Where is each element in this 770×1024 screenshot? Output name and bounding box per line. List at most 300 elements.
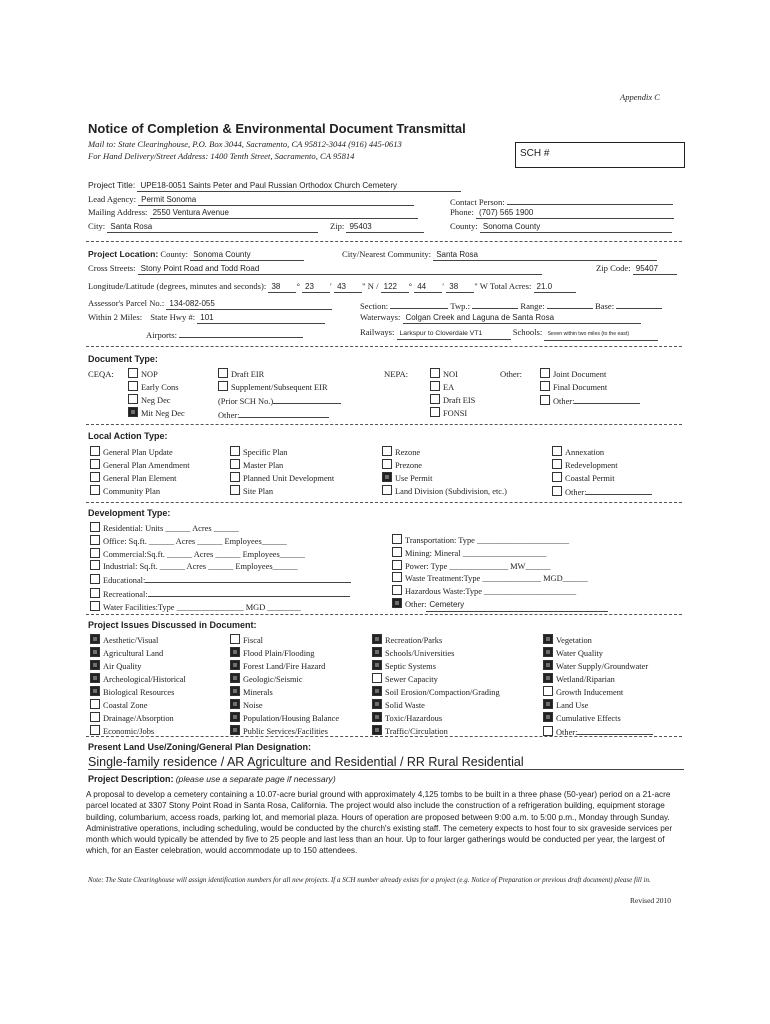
issue-option[interactable] bbox=[372, 673, 500, 686]
contact-label: Contact Person: bbox=[450, 197, 505, 207]
city-field[interactable]: Santa Rosa bbox=[107, 221, 318, 233]
phone-row bbox=[450, 207, 674, 219]
option-label: Aesthetic/Visual bbox=[103, 636, 159, 645]
mailing-label: Mailing Address: bbox=[88, 207, 148, 217]
base-field[interactable] bbox=[616, 298, 662, 309]
checkbox[interactable] bbox=[230, 712, 240, 722]
checkbox[interactable] bbox=[218, 368, 228, 378]
checkbox[interactable] bbox=[382, 472, 392, 482]
range-field[interactable] bbox=[547, 298, 593, 309]
local-action-heading: Local Action Type: bbox=[88, 431, 168, 441]
local-action-option[interactable] bbox=[90, 459, 190, 472]
option-label: General Plan Amendment bbox=[103, 461, 190, 470]
option-label: Coastal Zone bbox=[103, 701, 148, 710]
checkbox[interactable] bbox=[430, 407, 440, 417]
location-zip-field[interactable]: 95407 bbox=[633, 263, 677, 275]
lead-agency-row bbox=[88, 194, 414, 206]
lon-minutes[interactable]: 44 bbox=[414, 281, 442, 293]
issue-option[interactable] bbox=[543, 686, 653, 699]
nepa-option[interactable] bbox=[430, 381, 475, 394]
community-row bbox=[342, 249, 657, 261]
checkbox[interactable] bbox=[382, 459, 392, 469]
checkbox[interactable] bbox=[372, 673, 382, 683]
development-option[interactable] bbox=[90, 535, 351, 548]
location-zip-row bbox=[596, 263, 677, 275]
checkbox[interactable] bbox=[230, 647, 240, 657]
checkbox[interactable] bbox=[90, 485, 100, 495]
prior-sch-row bbox=[218, 394, 341, 408]
lon-seconds[interactable]: 38 bbox=[446, 281, 474, 293]
project-title-field[interactable]: UPE18-0051 Saints Peter and Paul Russian Orthodox Church Cemetery bbox=[137, 180, 461, 192]
lat-seconds[interactable]: 43 bbox=[334, 281, 362, 293]
option-label: Draft EIS bbox=[443, 396, 476, 405]
ceqa-other-label: Other: bbox=[218, 411, 240, 420]
checkbox[interactable] bbox=[372, 699, 382, 709]
ceqa-other-field[interactable] bbox=[239, 408, 329, 418]
section-label: Section: bbox=[360, 301, 389, 311]
mailing-field[interactable]: 2550 Ventura Avenue bbox=[150, 207, 418, 219]
option-label: Recreational: bbox=[103, 589, 148, 599]
local-action-option[interactable] bbox=[552, 485, 652, 499]
checkbox[interactable] bbox=[90, 712, 100, 722]
checkbox[interactable] bbox=[128, 407, 138, 417]
issue-option[interactable] bbox=[90, 686, 186, 699]
checkbox[interactable] bbox=[90, 588, 100, 598]
issue-option[interactable] bbox=[90, 647, 186, 660]
checkbox[interactable] bbox=[90, 574, 100, 584]
land-use-heading: Present Land Use/Zoning/General Plan Designation: bbox=[88, 742, 312, 752]
county-label: County: bbox=[450, 221, 478, 231]
checkbox[interactable] bbox=[430, 381, 440, 391]
option-label: Commercial:Sq.ft. ______ Acres ______ Employees______ bbox=[103, 549, 305, 559]
description-label: Project Description: bbox=[88, 774, 174, 784]
option-label: Biological Resources bbox=[103, 688, 175, 697]
option-label: Mining: Mineral ____________________ bbox=[405, 548, 547, 558]
checkbox[interactable] bbox=[543, 726, 553, 736]
other-doc-option[interactable] bbox=[540, 368, 640, 381]
checkbox[interactable] bbox=[230, 446, 240, 456]
location-county-field[interactable]: Sonoma County bbox=[190, 249, 304, 261]
option-label: Schools/Universities bbox=[385, 649, 455, 658]
prior-sch-label: (Prior SCH No.) bbox=[218, 397, 274, 406]
checkbox[interactable] bbox=[90, 634, 100, 644]
checkbox[interactable] bbox=[90, 522, 100, 532]
option-label: Residential: Units ______ Acres ______ bbox=[103, 524, 239, 533]
option-label: Coastal Permit bbox=[565, 474, 615, 483]
lon-degrees[interactable]: 122 bbox=[381, 281, 409, 293]
checkbox[interactable] bbox=[372, 686, 382, 696]
latlong-row: Longitude/Latitude (degrees, minutes and seconds): 38 ° 23 ′ 43 " N / 122 ° 44 ′ 38 " W Total Acres: 21.0 bbox=[88, 281, 576, 293]
development-option[interactable] bbox=[90, 560, 351, 573]
development-other-field[interactable]: Cemetery bbox=[426, 599, 608, 612]
option-label: Septic Systems bbox=[385, 662, 436, 671]
development-option[interactable] bbox=[90, 587, 351, 601]
option-label: General Plan Update bbox=[103, 448, 173, 457]
city-label: City: bbox=[88, 221, 106, 231]
checkbox[interactable] bbox=[543, 647, 553, 657]
checkbox[interactable] bbox=[230, 634, 240, 644]
checkbox[interactable] bbox=[90, 560, 100, 570]
checkbox[interactable] bbox=[128, 394, 138, 404]
ceqa-option[interactable] bbox=[128, 407, 185, 420]
development-heading: Development Type: bbox=[88, 508, 171, 518]
option-label: Rezone bbox=[395, 448, 421, 457]
development-option[interactable] bbox=[90, 522, 351, 535]
cross-streets-field[interactable]: Stony Point Road and Todd Road bbox=[138, 263, 542, 275]
checkbox[interactable] bbox=[128, 381, 138, 391]
checkbox[interactable] bbox=[372, 647, 382, 657]
checkbox[interactable] bbox=[552, 472, 562, 482]
option-label: Sewer Capacity bbox=[385, 675, 438, 684]
other-doc-option[interactable] bbox=[540, 381, 640, 394]
option-label: Flood Plain/Flooding bbox=[243, 649, 315, 658]
schools-field[interactable]: Seven within two miles (to the east) bbox=[544, 329, 658, 341]
issue-option[interactable] bbox=[90, 634, 186, 647]
checkbox[interactable] bbox=[372, 634, 382, 644]
issue-option[interactable] bbox=[543, 712, 653, 725]
local-action-col1 bbox=[90, 446, 190, 498]
divider bbox=[86, 736, 682, 737]
range-label: Range: bbox=[520, 301, 545, 311]
option-label: Joint Document bbox=[553, 370, 607, 379]
apn-field[interactable]: 134-082-055 bbox=[166, 298, 332, 310]
checkbox[interactable] bbox=[90, 472, 100, 482]
checkbox[interactable] bbox=[90, 686, 100, 696]
lat-degrees[interactable]: 38 bbox=[268, 281, 296, 293]
hwy-field[interactable]: 101 bbox=[197, 312, 325, 324]
option-label: Noise bbox=[243, 701, 263, 710]
option-label: Hazardous Waste:Type ______________________ bbox=[405, 587, 577, 597]
local-action-other-field[interactable] bbox=[586, 485, 652, 495]
ceqa-option[interactable] bbox=[218, 368, 341, 381]
checkbox[interactable] bbox=[392, 598, 402, 608]
location-county-label: County: bbox=[160, 249, 189, 259]
issue-option[interactable] bbox=[372, 634, 500, 647]
zip-row bbox=[330, 221, 424, 233]
development-option[interactable] bbox=[90, 548, 351, 561]
lead-agency-field[interactable]: Permit Sonoma bbox=[138, 194, 414, 206]
footer-note: Note: The State Clearinghouse will assign identification numbers for all new projects. If a SCH number already exists for a project (e.g. Notice of Preparation or previous draft document) please fill in. bbox=[88, 876, 651, 884]
checkbox[interactable] bbox=[230, 485, 240, 495]
other-doc-field[interactable] bbox=[574, 394, 640, 404]
development-option[interactable] bbox=[392, 572, 608, 585]
issue-option[interactable] bbox=[543, 634, 653, 647]
airports-label: Airports: bbox=[146, 330, 178, 340]
divider bbox=[86, 346, 682, 347]
option-label: Fiscal bbox=[243, 636, 264, 645]
ceqa-option[interactable] bbox=[128, 394, 185, 407]
twp-field[interactable] bbox=[472, 298, 518, 309]
development-option[interactable] bbox=[392, 560, 608, 573]
option-label: FONSI bbox=[443, 409, 468, 418]
phone-field[interactable]: (707) 565 1900 bbox=[476, 207, 674, 219]
option-label: Agricultural Land bbox=[103, 649, 164, 658]
option-label: Wetland/Riparian bbox=[556, 675, 615, 684]
development-left-column bbox=[90, 522, 351, 614]
nepa-option[interactable] bbox=[430, 368, 475, 381]
checkbox[interactable] bbox=[540, 395, 550, 405]
project-title-label: Project Title: bbox=[88, 180, 136, 190]
option-label: Cumulative Effects bbox=[556, 714, 621, 723]
sch-label: SCH # bbox=[520, 148, 550, 159]
section-field[interactable] bbox=[390, 298, 448, 309]
issue-option[interactable] bbox=[230, 712, 339, 725]
option-label: Water Facilities:Type ________________ MGD ________ bbox=[103, 602, 301, 612]
ceqa-option[interactable] bbox=[128, 381, 185, 394]
checkbox[interactable] bbox=[430, 368, 440, 378]
issues-other-field[interactable] bbox=[577, 725, 653, 735]
checkbox[interactable] bbox=[372, 712, 382, 722]
total-acres-field[interactable]: 21.0 bbox=[534, 281, 576, 293]
checkbox[interactable] bbox=[392, 585, 402, 595]
option-label: Soil Erosion/Compaction/Grading bbox=[385, 688, 500, 697]
divider bbox=[86, 502, 682, 503]
other-doc-label: Other: bbox=[500, 369, 522, 379]
local-action-option[interactable] bbox=[90, 472, 190, 485]
checkbox[interactable] bbox=[230, 686, 240, 696]
issue-option[interactable] bbox=[372, 712, 500, 725]
city-row bbox=[88, 221, 318, 233]
waterways-field[interactable]: Colgan Creek and Laguna de Santa Rosa bbox=[403, 312, 641, 324]
issues-col2 bbox=[230, 634, 339, 738]
issue-option[interactable] bbox=[543, 699, 653, 712]
local-action-option[interactable] bbox=[552, 472, 652, 485]
prior-sch-field[interactable] bbox=[273, 394, 341, 404]
local-action-option[interactable] bbox=[382, 446, 507, 459]
latlong-label: Longitude/Latitude (degrees, minutes and seconds): bbox=[88, 281, 267, 291]
checkbox[interactable] bbox=[90, 446, 100, 456]
issues-col3 bbox=[372, 634, 500, 738]
checkbox[interactable] bbox=[540, 368, 550, 378]
checkbox[interactable] bbox=[540, 381, 550, 391]
zip-label: Zip: bbox=[330, 221, 345, 231]
divider bbox=[86, 424, 682, 425]
local-action-option[interactable] bbox=[90, 485, 190, 498]
cross-streets-row bbox=[88, 263, 542, 275]
checkbox[interactable] bbox=[543, 712, 553, 722]
option-label: Office: Sq.ft. ______ Acres ______ Employees______ bbox=[103, 536, 287, 546]
other-doc-column bbox=[540, 368, 640, 408]
within-row bbox=[88, 312, 325, 324]
issue-option[interactable] bbox=[543, 660, 653, 673]
checkbox[interactable] bbox=[392, 560, 402, 570]
mail-to-line: Mail to: State Clearinghouse, P.O. Box 3044, Sacramento, CA 95812-3044 (916) 445-0613 bbox=[88, 139, 402, 149]
issue-option[interactable] bbox=[230, 634, 339, 647]
sch-number-box[interactable] bbox=[515, 142, 685, 168]
description-heading-row bbox=[88, 774, 336, 785]
option-label: NOI bbox=[443, 370, 458, 379]
ceqa-label: CEQA: bbox=[88, 369, 114, 379]
lead-agency-label: Lead Agency: bbox=[88, 194, 136, 204]
option-label: Mit Neg Dec bbox=[141, 409, 185, 418]
issue-option[interactable] bbox=[230, 647, 339, 660]
recreational-field[interactable] bbox=[148, 587, 350, 597]
nepa-option[interactable] bbox=[430, 407, 475, 420]
option-label: Water Supply/Groundwater bbox=[556, 662, 649, 671]
checkbox[interactable] bbox=[430, 394, 440, 404]
issue-option[interactable] bbox=[90, 673, 186, 686]
project-description-text[interactable]: A proposal to develop a cemetery containing a 10.07-acre burial ground with approximately 4,125 tombs to be built in a three phase (50-year) period on a 21-acre parcel located at 3307 Stony Point Road in Santa Rosa, California. The project would also include the construction of a refrigeration building, equipment storage building, columbarium, access roads, parking lot, and memorial plaza. Hours of operation are proposed between 9:00 a.m. to 5:00 p.m., Monday through Sunday. Administrative operations, including scheduling, would be conducted by the church's existing staff. The cemetery expects to host four to six graveside services per month which would typically be attended by five to 25 people and last less than an hour. Up to four larger gatherings would be conducted per year, the largest of which, for an Easter celebration, would accommodate up to 150 attendees. bbox=[86, 790, 673, 856]
development-option[interactable] bbox=[392, 598, 608, 612]
ceqa-option[interactable] bbox=[218, 381, 341, 394]
option-label: Land Division (Subdivision, etc.) bbox=[395, 487, 507, 496]
ceqa-option[interactable] bbox=[128, 368, 185, 381]
local-action-option[interactable] bbox=[230, 485, 334, 498]
doc-type-heading: Document Type: bbox=[88, 354, 158, 364]
educational-field[interactable] bbox=[145, 573, 351, 583]
option-label: Recreation/Parks bbox=[385, 636, 443, 645]
checkbox[interactable] bbox=[90, 459, 100, 469]
option-label: Forest Land/Fire Hazard bbox=[243, 662, 326, 671]
community-field[interactable]: Santa Rosa bbox=[433, 249, 657, 261]
local-action-option[interactable] bbox=[552, 446, 652, 459]
local-action-option[interactable] bbox=[382, 485, 507, 498]
checkbox[interactable] bbox=[230, 660, 240, 670]
twp-label: Twp.: bbox=[450, 301, 471, 311]
local-action-col4 bbox=[552, 446, 652, 499]
ceqa-other-row bbox=[218, 408, 341, 422]
issues-heading: Project Issues Discussed in Document: bbox=[88, 620, 257, 630]
issue-option[interactable] bbox=[90, 660, 186, 673]
checkbox[interactable] bbox=[230, 459, 240, 469]
option-label: Power: Type ______________ MW______ bbox=[405, 561, 551, 571]
checkbox[interactable] bbox=[90, 725, 100, 735]
option-label: Early Cons bbox=[141, 383, 179, 392]
project-title-row bbox=[88, 180, 461, 192]
issue-option[interactable] bbox=[90, 712, 186, 725]
checkbox[interactable] bbox=[382, 485, 392, 495]
checkbox[interactable] bbox=[552, 459, 562, 469]
checkbox[interactable] bbox=[392, 534, 402, 544]
issue-option[interactable] bbox=[543, 647, 653, 660]
development-option[interactable] bbox=[392, 547, 608, 560]
checkbox[interactable] bbox=[90, 647, 100, 657]
issue-option[interactable] bbox=[230, 699, 339, 712]
option-label: Transportation: Type ______________________ bbox=[405, 536, 570, 545]
local-action-option[interactable] bbox=[230, 459, 334, 472]
option-label: General Plan Element bbox=[103, 474, 177, 483]
checkbox[interactable] bbox=[230, 725, 240, 735]
option-label: Supplement/Subsequent EIR bbox=[231, 383, 328, 392]
option-label: Industrial: Sq.ft. ______ Acres ______ Employees______ bbox=[103, 562, 298, 572]
checkbox[interactable] bbox=[90, 699, 100, 709]
local-action-option[interactable] bbox=[552, 459, 652, 472]
option-label: Other: bbox=[556, 728, 578, 737]
option-label: Other: bbox=[553, 397, 575, 406]
option-label: Specific Plan bbox=[243, 448, 288, 457]
land-use-value[interactable]: Single-family residence / AR Agriculture and Residential / RR Rural Residential bbox=[88, 755, 684, 770]
option-label: Prezone bbox=[395, 461, 422, 470]
checkbox[interactable] bbox=[90, 548, 100, 558]
checkbox[interactable] bbox=[382, 446, 392, 456]
checkbox[interactable] bbox=[90, 660, 100, 670]
checkbox[interactable] bbox=[372, 725, 382, 735]
checkbox[interactable] bbox=[392, 572, 402, 582]
checkbox[interactable] bbox=[230, 472, 240, 482]
other-doc-option[interactable] bbox=[540, 394, 640, 408]
checkbox[interactable] bbox=[90, 535, 100, 545]
development-option[interactable] bbox=[90, 573, 351, 587]
checkbox[interactable] bbox=[543, 699, 553, 709]
development-option[interactable] bbox=[90, 601, 351, 614]
lat-minutes[interactable]: 23 bbox=[302, 281, 330, 293]
issue-option[interactable] bbox=[90, 699, 186, 712]
option-label: Planned Unit Development bbox=[243, 474, 335, 483]
schools-label: Schools: bbox=[512, 327, 543, 337]
development-option[interactable] bbox=[392, 534, 608, 547]
issue-option[interactable] bbox=[230, 686, 339, 699]
issue-option[interactable] bbox=[543, 673, 653, 686]
development-option[interactable] bbox=[392, 585, 608, 598]
checkbox[interactable] bbox=[128, 368, 138, 378]
issue-option[interactable] bbox=[372, 686, 500, 699]
checkbox[interactable] bbox=[218, 381, 228, 391]
checkbox[interactable] bbox=[552, 486, 562, 496]
option-label: Population/Housing Balance bbox=[243, 714, 340, 723]
hand-delivery-line: For Hand Delivery/Street Address: 1400 Tenth Street, Sacramento, CA 95814 bbox=[88, 151, 355, 161]
issue-option[interactable] bbox=[372, 660, 500, 673]
option-label: Waste Treatment:Type ______________ MGD______ bbox=[405, 574, 588, 584]
community-label: City/Nearest Community: bbox=[342, 249, 432, 259]
railways-field[interactable]: Larkspur to Cloverdale VT1 bbox=[397, 328, 511, 340]
contact-field[interactable] bbox=[507, 194, 673, 205]
checkbox[interactable] bbox=[543, 660, 553, 670]
airports-field[interactable] bbox=[179, 327, 303, 338]
option-label: Redevelopment bbox=[565, 461, 618, 470]
issue-option[interactable] bbox=[372, 699, 500, 712]
railways-row bbox=[360, 327, 658, 341]
checkbox[interactable] bbox=[90, 601, 100, 611]
cross-streets-label: Cross Streets: bbox=[88, 263, 136, 273]
checkbox[interactable] bbox=[90, 673, 100, 683]
local-action-option[interactable] bbox=[382, 459, 507, 472]
section-row bbox=[360, 298, 662, 312]
option-label: Water Quality bbox=[556, 649, 603, 658]
option-label: EA bbox=[443, 383, 455, 392]
nepa-option[interactable] bbox=[430, 394, 475, 407]
option-label: Public Services/Facilities bbox=[243, 727, 328, 736]
issue-option[interactable] bbox=[230, 673, 339, 686]
checkbox[interactable] bbox=[543, 686, 553, 696]
airports-row bbox=[146, 327, 303, 341]
local-action-option[interactable] bbox=[90, 446, 190, 459]
county-field[interactable]: Sonoma County bbox=[480, 221, 672, 233]
ceqa-eir-column bbox=[218, 368, 341, 422]
checkbox[interactable] bbox=[372, 660, 382, 670]
checkbox[interactable] bbox=[543, 634, 553, 644]
local-action-option[interactable] bbox=[230, 472, 334, 485]
checkbox[interactable] bbox=[543, 673, 553, 683]
local-action-option[interactable] bbox=[382, 472, 507, 485]
divider bbox=[86, 614, 682, 615]
local-action-option[interactable] bbox=[230, 446, 334, 459]
option-label: Other: bbox=[405, 599, 427, 609]
revised-label: Revised 2010 bbox=[630, 896, 672, 905]
nepa-label: NEPA: bbox=[384, 369, 409, 379]
county-row bbox=[450, 221, 672, 233]
development-right-column bbox=[392, 534, 608, 612]
option-label: NOP bbox=[141, 370, 158, 379]
zip-field[interactable]: 95403 bbox=[346, 221, 424, 233]
issue-option[interactable] bbox=[372, 647, 500, 660]
issue-option[interactable] bbox=[230, 660, 339, 673]
checkbox[interactable] bbox=[552, 446, 562, 456]
checkbox[interactable] bbox=[230, 673, 240, 683]
checkbox[interactable] bbox=[392, 547, 402, 557]
checkbox[interactable] bbox=[230, 699, 240, 709]
ceqa-column bbox=[128, 368, 185, 420]
description-note: (please use a separate page if necessary) bbox=[175, 774, 336, 784]
